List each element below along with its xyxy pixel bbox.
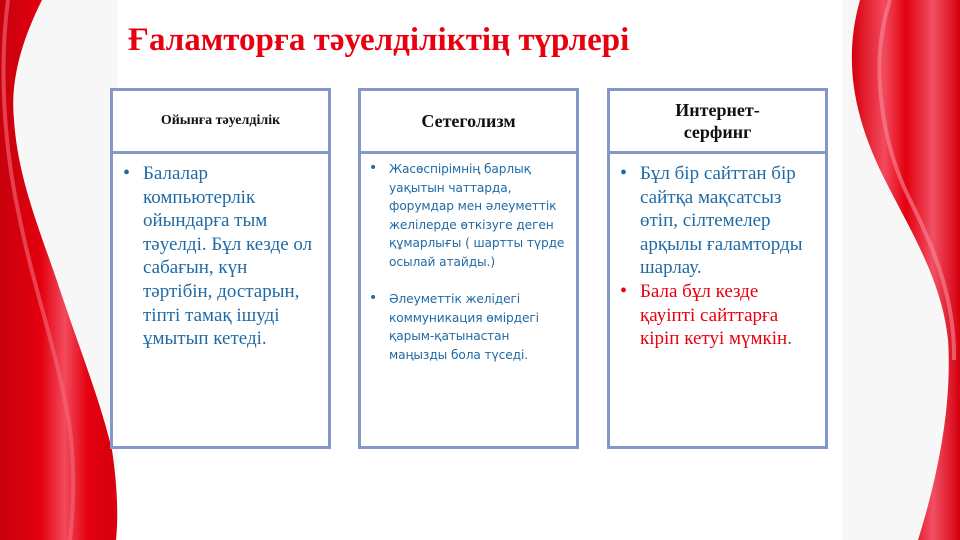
card-heading: Сетеголизм xyxy=(361,91,576,154)
card-internet-surfing xyxy=(607,88,828,449)
card-heading: Интернет-серфинг xyxy=(610,91,825,154)
bullet-list xyxy=(119,162,320,351)
card-heading: Ойынға тәуелділік xyxy=(113,91,328,154)
bullet-item: • Әлеуметтік желідегі коммуникация өмірдегі қарым-қатынастан маңызды бола түседі. xyxy=(365,290,568,364)
bullet-list xyxy=(365,160,568,364)
bullet-item: • Жасөспірімнің барлық уақытын чаттарда, форумдар мен әлеуметтік желілерде өткізуге деген құмарлығы ( шартты түрде осылай атайды.) xyxy=(365,160,568,271)
bullet-item: • Бұл бір сайттан бір сайтқа мақсатсыз өтіп, сілтемелер арқылы ғаламторды шарлау. xyxy=(616,162,817,280)
warning-text: Бала бұл кезде қауіпті сайттарға кіріп кетуі мүмкін xyxy=(640,280,788,350)
warning-bullet-item xyxy=(616,280,817,351)
slide-title: Ғаламторға тәуелділіктің түрлері xyxy=(128,22,630,58)
bullet-item: • Балалар компьютерлік ойындарға тым тәуелді. Бұл кезде ол сабағын, күн тәртібін, достарын, тіпті тамақ ішуді ұмытып кетеді. xyxy=(119,162,320,351)
card-body xyxy=(113,154,328,351)
card-netaholism xyxy=(358,88,579,449)
card-body xyxy=(610,154,825,351)
red-ribbon-right-decoration xyxy=(830,0,960,540)
trailing-period: . xyxy=(787,328,792,350)
card-body xyxy=(361,154,576,364)
bullet-list xyxy=(616,162,817,351)
card-game-addiction xyxy=(110,88,331,449)
